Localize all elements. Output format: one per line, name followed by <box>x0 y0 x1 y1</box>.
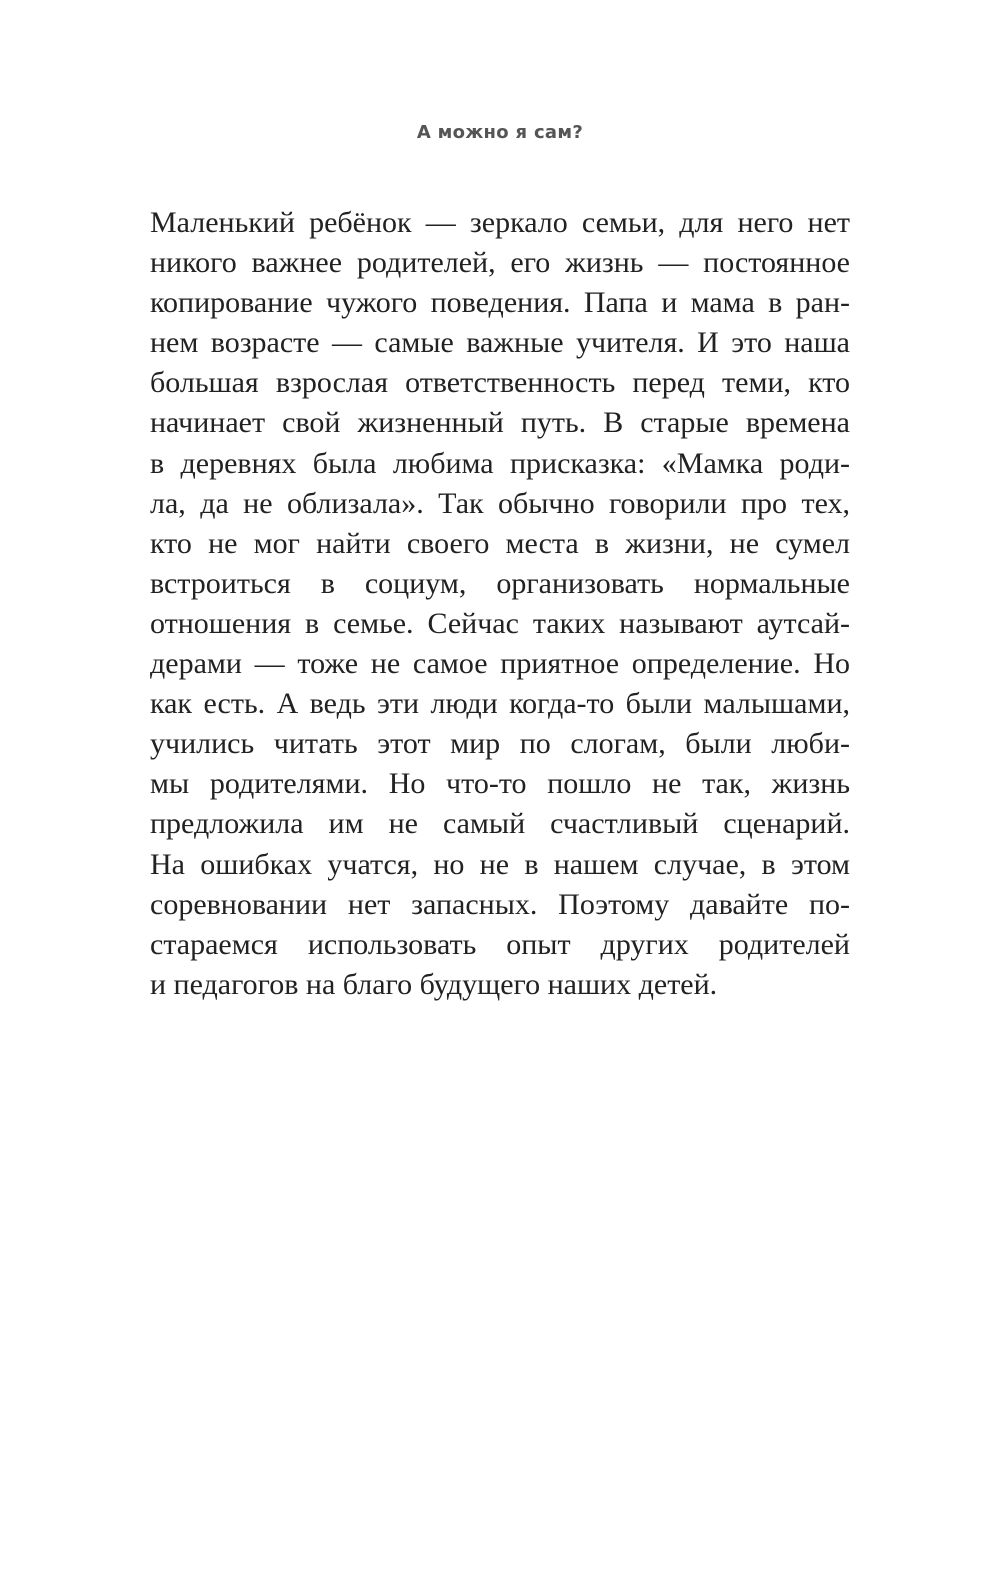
text-line: мы родителями. Но что-то пошло не так, жизнь <box>150 767 850 801</box>
text-line: стараемся использовать опыт других родителей <box>150 927 850 961</box>
text-line: дерами — тоже не самое приятное определение. Но <box>150 647 850 681</box>
text-line: в деревнях была любима присказка: «Мамка роди- <box>150 446 850 480</box>
text-line: учились читать этот мир по слогам, были люби- <box>150 727 850 761</box>
text-line: и педагогов на благо будущего наших детей. <box>150 967 718 1001</box>
text-line: копирование чужого поведения. Папа и мама в ран- <box>150 286 850 320</box>
text-line: На ошибках учатся, но не в нашем случае, в этом <box>150 847 850 881</box>
text-line: как есть. А ведь эти люди когда-то были малышами, <box>150 687 850 721</box>
text-line: никого важнее родителей, его жизнь — постоянное <box>150 246 850 280</box>
text-line: большая взрослая ответственность перед теми, кто <box>150 366 850 400</box>
text-line: ла, да не облизала». Так обычно говорили про тех, <box>150 486 850 520</box>
text-line: нем возрасте — самые важные учителя. И это наша <box>150 326 850 360</box>
text-line: соревновании нет запасных. Поэтому давайте по- <box>150 887 850 921</box>
text-line: начинает свой жизненный путь. В старые времена <box>150 406 850 440</box>
text-line: встроиться в социум, организовать нормальные <box>150 566 850 600</box>
running-head: А можно я сам? <box>416 122 584 143</box>
text-line: отношения в семье. Сейчас таких называют аутсай- <box>150 606 850 640</box>
body-paragraph <box>150 203 850 1005</box>
text-line: предложила им не самый счастливый сценарий. <box>150 807 850 841</box>
text-line: кто не мог найти своего места в жизни, не сумел <box>150 526 850 560</box>
text-line: Маленький ребёнок — зеркало семьи, для него нет <box>150 206 850 239</box>
